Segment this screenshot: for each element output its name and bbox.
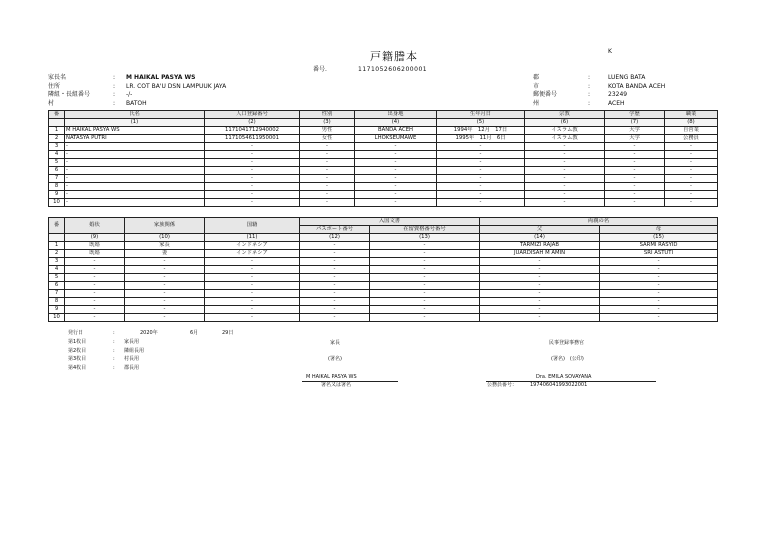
table-cell: - [480, 282, 600, 290]
table-cell: - [480, 266, 600, 274]
table-cell: 9 [49, 191, 65, 199]
table-cell: - [205, 298, 300, 306]
table-cell: TARMIZI RAJAB [480, 242, 600, 250]
table-cell: - [525, 191, 605, 199]
table-cell: - [600, 274, 718, 282]
table-cell: - [300, 266, 370, 274]
column-number: (4) [355, 119, 437, 127]
table-cell: - [300, 151, 355, 159]
table-cell: - [300, 314, 370, 322]
column-header: 学歴 [605, 111, 665, 119]
copy-label: 第2枚目 [68, 347, 87, 354]
table-cell: 家長 [125, 242, 205, 250]
head-of-family-caption: 署名又は署名 [321, 382, 352, 388]
header-right-colons: : : : : [588, 74, 591, 107]
table-cell: 3 [49, 258, 65, 266]
table-cell: - [300, 159, 355, 167]
number-label: 番号. [313, 66, 327, 73]
table-cell: - [355, 183, 437, 191]
table-cell: - [605, 167, 665, 175]
table-cell: - [355, 167, 437, 175]
copy-label: 第4枚目 [68, 364, 87, 371]
table-cell: 男性 [300, 127, 355, 135]
column-header: 番 [49, 111, 65, 119]
table-cell: - [125, 314, 205, 322]
table-cell: - [355, 191, 437, 199]
table-cell: 3 [49, 143, 65, 151]
table-cell: 1171041712940002 [205, 127, 300, 135]
table-cell: - [605, 183, 665, 191]
header-label: 住所 [48, 82, 61, 90]
table-cell: - [205, 143, 300, 151]
table-cell: - [605, 199, 665, 207]
table-cell: 4 [49, 151, 65, 159]
table-cell: SRI ASTUTI [600, 250, 718, 258]
family-members-table [48, 110, 718, 207]
table-cell: 10 [49, 199, 65, 207]
header-left-colons: : : : : [113, 74, 116, 107]
column-number: (14) [480, 234, 600, 242]
table-row [49, 151, 718, 159]
table-cell: - [480, 306, 600, 314]
table-cell: - [665, 143, 718, 151]
table-cell: - [205, 290, 300, 298]
table-row [49, 266, 718, 274]
table-cell: - [205, 266, 300, 274]
table-cell: BANDA ACEH [355, 127, 437, 135]
header-right-values [608, 74, 665, 108]
postal-code-value: 23249 [608, 91, 628, 98]
table-cell: LHOKSEUMAWE [355, 135, 437, 143]
table-cell: - [600, 266, 718, 274]
table-cell: - [665, 199, 718, 207]
table-row [49, 183, 718, 191]
column-header: 父 [480, 226, 600, 234]
document-title: 戸籍謄本 [370, 50, 418, 63]
table-cell: 7 [49, 175, 65, 183]
table-cell: - [665, 175, 718, 183]
copy-value: 家長用 [124, 339, 140, 345]
column-header: 国籍 [205, 218, 300, 234]
table-row [49, 274, 718, 282]
table-cell: - [437, 175, 525, 183]
table-cell: - [205, 199, 300, 207]
table-cell: - [370, 282, 480, 290]
table-cell: - [65, 306, 125, 314]
column-header: 在留資格番号番号 [370, 226, 480, 234]
table-cell: - [437, 151, 525, 159]
column-number: (6) [525, 119, 605, 127]
table-row [49, 135, 718, 143]
table-cell: - [205, 274, 300, 282]
table-cell: イスラム教 [525, 127, 605, 135]
registrar-signature-name: Dra. EMILA SOVAYANA [536, 374, 592, 380]
table-subheader-row [49, 234, 718, 242]
header-left-values [126, 74, 226, 108]
table-subheader-row [49, 119, 718, 127]
table-cell: 1995年 11月 6日 [437, 135, 525, 143]
column-header: 職業 [665, 111, 718, 119]
table-cell: - [370, 306, 480, 314]
table-cell: - [437, 183, 525, 191]
table-cell: - [300, 183, 355, 191]
table-cell: 既婚 [65, 242, 125, 250]
table-cell: - [370, 250, 480, 258]
table-cell: - [525, 199, 605, 207]
table-cell: - [205, 191, 300, 199]
copy-values [124, 338, 144, 372]
table-cell: - [480, 258, 600, 266]
head-of-family-sign: (署名) [328, 356, 342, 362]
table-cell: - [437, 167, 525, 175]
column-header: 家族関係 [125, 218, 205, 234]
table-cell: - [300, 191, 355, 199]
table-row [49, 143, 718, 151]
table-cell: - [665, 159, 718, 167]
column-header: 母 [600, 226, 718, 234]
table-cell: - [370, 242, 480, 250]
table-cell: - [480, 274, 600, 282]
table-cell: - [300, 290, 370, 298]
table-cell: - [370, 290, 480, 298]
table-cell: - [370, 274, 480, 282]
table-cell: - [300, 274, 370, 282]
city-value: KOTA BANDA ACEH [608, 82, 666, 90]
table-cell: - [205, 282, 300, 290]
table-cell: - [480, 314, 600, 322]
table-cell: 既婚 [65, 250, 125, 258]
column-header: 宗教 [525, 111, 605, 119]
table-cell: M HAIKAL PASYA WS [65, 127, 205, 135]
table-cell: - [480, 290, 600, 298]
table-cell: 大学 [605, 135, 665, 143]
table-cell: - [665, 191, 718, 199]
table-cell: 1 [49, 242, 65, 250]
table-cell: 8 [49, 183, 65, 191]
table-cell: - [125, 266, 205, 274]
table-cell: - [65, 159, 205, 167]
table-cell: - [125, 306, 205, 314]
table-row [49, 290, 718, 298]
table-cell: - [205, 151, 300, 159]
head-of-family-name: M HAIKAL PASYA WS [126, 74, 196, 81]
table-cell: - [605, 143, 665, 151]
table-cell: - [437, 143, 525, 151]
copy-label: 第3枚目 [68, 356, 87, 362]
header-left-labels [48, 74, 90, 108]
table-cell: - [205, 314, 300, 322]
table-row [49, 175, 718, 183]
province-value: ACEH [608, 99, 625, 107]
table-cell: JUARDISAH M AMIN [480, 250, 600, 258]
table-cell: - [370, 314, 480, 322]
table-cell: インドネシア [205, 250, 300, 258]
table-cell: - [525, 159, 605, 167]
table-cell: 1994年 12月 17日 [437, 127, 525, 135]
table-cell: インドネシア [205, 242, 300, 250]
issued-label: 発行日 [68, 330, 84, 336]
table-cell: - [525, 151, 605, 159]
table-cell: - [125, 298, 205, 306]
table-cell: - [65, 274, 125, 282]
table-cell: - [355, 199, 437, 207]
table-cell: - [300, 306, 370, 314]
column-number: (15) [600, 234, 718, 242]
table-cell: - [370, 258, 480, 266]
table-cell: - [205, 175, 300, 183]
table-cell: - [600, 290, 718, 298]
table-cell: 1171054611950001 [205, 135, 300, 143]
table-cell: - [125, 290, 205, 298]
table-row [49, 127, 718, 135]
table-cell: - [300, 298, 370, 306]
table-cell: - [600, 282, 718, 290]
table-cell: - [65, 282, 125, 290]
table-cell: - [600, 298, 718, 306]
table-row [49, 282, 718, 290]
table-cell: - [205, 159, 300, 167]
copy-label: 第1枚目 [68, 339, 87, 345]
column-header: 入国文書 [300, 218, 480, 226]
table-cell: - [605, 159, 665, 167]
rt-rw-value: -/- [126, 91, 133, 98]
table-cell: - [355, 159, 437, 167]
table-cell: - [525, 183, 605, 191]
column-number: (12) [300, 234, 370, 242]
table-cell: 女性 [300, 135, 355, 143]
registrar-nip: 197406041993022001 [530, 382, 588, 388]
table-cell: - [300, 175, 355, 183]
table-cell: - [205, 258, 300, 266]
table-row [49, 258, 718, 266]
header-label: 州 [533, 99, 540, 107]
table-cell: 2 [49, 135, 65, 143]
column-number: (9) [65, 234, 125, 242]
table-cell: - [370, 298, 480, 306]
column-header: 氏名 [65, 111, 205, 119]
table-cell: - [355, 143, 437, 151]
table-cell: 5 [49, 159, 65, 167]
table-cell: 公務員 [665, 135, 718, 143]
issued-day: 29日 [222, 330, 234, 336]
table-cell: 妻 [125, 250, 205, 258]
table-cell: - [665, 183, 718, 191]
table-cell: - [300, 167, 355, 175]
registrar-title: 民事登録事務官 [549, 340, 585, 346]
column-number [49, 234, 65, 242]
table-row [49, 199, 718, 207]
table-cell: - [605, 175, 665, 183]
village-value: BATOH [126, 99, 147, 107]
family-status-table [48, 217, 718, 322]
table-cell: - [437, 159, 525, 167]
table-row [49, 167, 718, 175]
table-cell: - [125, 282, 205, 290]
table-cell: - [480, 298, 600, 306]
copy-value: 村長用 [124, 356, 140, 362]
table-cell: - [65, 151, 205, 159]
table-cell: - [65, 175, 205, 183]
column-header: 両親の名 [480, 218, 718, 226]
table-cell: - [300, 282, 370, 290]
column-number: (8) [665, 119, 718, 127]
column-number [49, 119, 65, 127]
table-cell: - [65, 199, 205, 207]
column-number: (3) [300, 119, 355, 127]
header-label: 家長名 [48, 74, 67, 81]
issued-year: 2020年 [140, 330, 158, 336]
table-cell: 6 [49, 167, 65, 175]
table-cell: - [525, 167, 605, 175]
table-cell: - [300, 258, 370, 266]
table-cell: - [205, 306, 300, 314]
registrar-nip-label: 公務員番号： [487, 382, 518, 388]
column-header: パスポート番号 [300, 226, 370, 234]
table-cell: - [65, 143, 205, 151]
table-cell: 8 [49, 298, 65, 306]
table-cell: - [65, 191, 205, 199]
head-of-family-signature-name: M HAIKAL PASYA WS [306, 374, 357, 380]
header-label: 村 [48, 99, 55, 107]
table-cell: - [370, 266, 480, 274]
head-of-family-title: 家長 [330, 340, 341, 346]
table-cell: - [525, 175, 605, 183]
table-cell: - [65, 290, 125, 298]
table-cell: - [125, 258, 205, 266]
table-cell: - [437, 191, 525, 199]
table-row [49, 159, 718, 167]
column-number: (1) [65, 119, 205, 127]
issued-colon: : [113, 330, 115, 336]
table-cell: - [300, 250, 370, 258]
table-cell: 9 [49, 306, 65, 314]
table-cell: - [525, 143, 605, 151]
column-number: (2) [205, 119, 300, 127]
column-header: 人口登録番号 [205, 111, 300, 119]
column-header: 生年月日 [437, 111, 525, 119]
table-cell: - [600, 258, 718, 266]
header-right-labels [533, 74, 557, 108]
table-cell: - [65, 258, 125, 266]
table-cell: - [605, 151, 665, 159]
table-cell: - [300, 143, 355, 151]
copy-value: 隣組長用 [124, 347, 145, 354]
column-header: 番 [49, 218, 65, 234]
table-cell: 10 [49, 314, 65, 322]
table-cell: - [300, 242, 370, 250]
table-cell: - [65, 314, 125, 322]
table-cell: - [605, 191, 665, 199]
header-label: 市 [533, 82, 540, 90]
table-cell: 7 [49, 290, 65, 298]
table-header-row [49, 111, 718, 119]
table-cell: NATASYA PUTRI [65, 135, 205, 143]
copy-labels [68, 338, 86, 372]
column-number: (7) [605, 119, 665, 127]
header-label: 隣組・長組番号 [48, 91, 91, 98]
column-number: (11) [205, 234, 300, 242]
table-cell: 5 [49, 274, 65, 282]
table-cell: - [65, 167, 205, 175]
column-number: (10) [125, 234, 205, 242]
table-cell: 1 [49, 127, 65, 135]
table-row [49, 191, 718, 199]
table-cell: 大学 [605, 127, 665, 135]
header-label: 郡 [533, 74, 540, 81]
table-row [49, 250, 718, 258]
table-cell: 2 [49, 250, 65, 258]
header-left-block [48, 74, 90, 108]
table-cell: - [65, 183, 205, 191]
district-value: LUENG BATA [608, 74, 646, 81]
table-cell: - [300, 199, 355, 207]
table-cell: - [665, 167, 718, 175]
table-row [49, 314, 718, 322]
table-cell: 4 [49, 266, 65, 274]
table-cell: - [65, 298, 125, 306]
table-cell: - [600, 314, 718, 322]
document-number: 1171052606200001 [358, 66, 428, 73]
column-number: (5) [437, 119, 525, 127]
table-cell: イスラム教 [525, 135, 605, 143]
copy-value: 郡長用 [124, 364, 140, 371]
table-cell: 自営業 [665, 127, 718, 135]
issued-month: 6月 [190, 330, 199, 336]
table-row [49, 306, 718, 314]
table-cell: - [665, 151, 718, 159]
table-cell: - [355, 151, 437, 159]
column-header: 性別 [300, 111, 355, 119]
table-cell: - [600, 306, 718, 314]
table-cell: - [65, 266, 125, 274]
address-value: LR. COT BA'U DSN LAMPUUK JAYA [126, 82, 227, 90]
corner-mark: K [608, 48, 612, 55]
table-cell: - [437, 199, 525, 207]
header-label: 郵便番号 [533, 91, 558, 98]
copy-colons: : : : : [113, 339, 115, 371]
table-cell: - [205, 183, 300, 191]
table-cell: - [205, 167, 300, 175]
column-header: 婚状 [65, 218, 125, 234]
column-number: (13) [370, 234, 480, 242]
table-cell: - [355, 175, 437, 183]
table-row [49, 242, 718, 250]
registrar-sign: (署名) (公印) [551, 356, 584, 362]
column-header: 出身地 [355, 111, 437, 119]
table-cell: - [125, 274, 205, 282]
table-row [49, 298, 718, 306]
table-cell: SARMI RASYID [600, 242, 718, 250]
table-cell: 6 [49, 282, 65, 290]
